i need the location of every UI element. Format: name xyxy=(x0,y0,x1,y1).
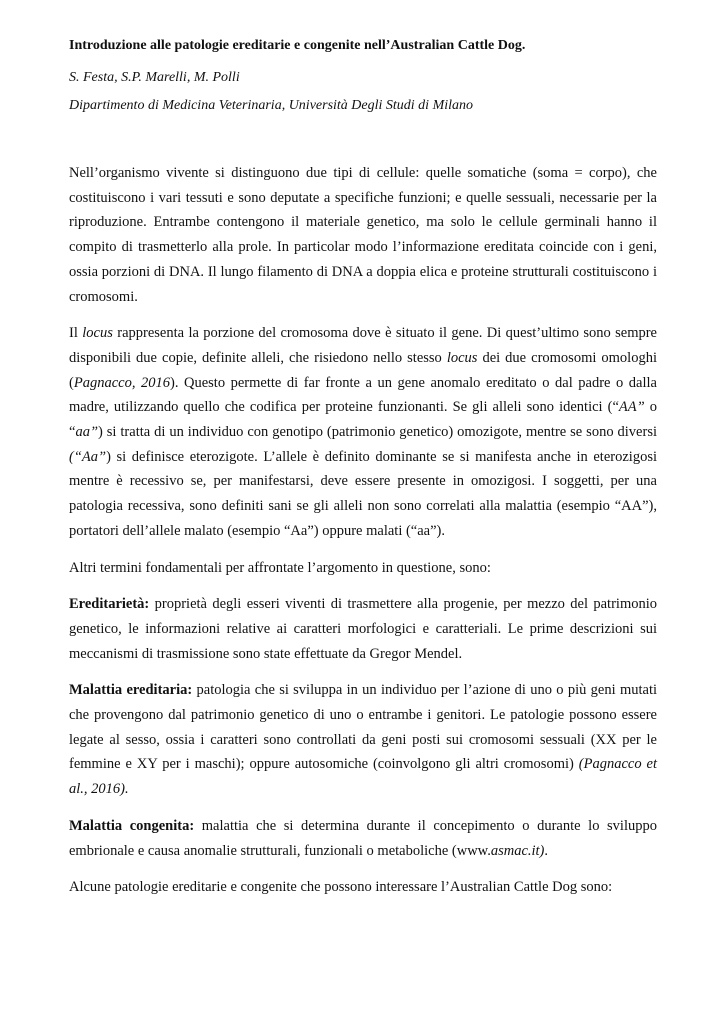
genotype-aa-lower: aa” xyxy=(75,424,99,441)
paragraph-locus xyxy=(69,321,657,543)
text-run: o “ xyxy=(69,399,658,441)
text-run: . xyxy=(544,842,549,859)
text-run: Il xyxy=(69,325,83,342)
paragraph-terms-intro: Altri termini fondamentali per affrontate l’argomento in questione, sono: xyxy=(69,559,491,576)
document-title: Introduzione alle patologie ereditarie e congenite nell’Australian Cattle Dog. xyxy=(69,38,526,53)
term-locus: locus xyxy=(82,325,113,342)
definition-text: proprietà degli esseri viventi di trasmettere alla progenie, per mezzo del patrimonio genetico, le informazioni relative ai caratteri morfologici e caratteriali. Le prime descrizioni sui meccanismi di trasmissione sono state effettuate da Gregor Mendel. xyxy=(69,596,657,662)
citation: Pagnacco, 2016 xyxy=(73,374,170,391)
affiliation-line: Dipartimento di Medicina Veterinaria, Università Degli Studi di Milano xyxy=(69,98,474,113)
term-ereditarieta: Ereditarietà: xyxy=(69,596,150,613)
document-page xyxy=(69,36,657,912)
genotype-aa-upper: AA” xyxy=(618,399,645,416)
paragraph-ereditarieta xyxy=(69,592,657,666)
paragraph-list-intro: Alcune patologie ereditarie e congenite che possono interessare l’Australian Cattle Dog sono: xyxy=(69,879,613,896)
genotype-aa-mixed: (“Aa” xyxy=(69,448,107,465)
term-locus: locus xyxy=(446,349,478,366)
citation: (Pagnacco et al., 2016). xyxy=(69,756,657,798)
paragraph-malattia-congenita xyxy=(69,814,657,863)
text-run: ) si definisce eterozigote. L’allele è definito dominante se si manifesta anche in eterozigosi mentre è recessivo se, per manifestarsi, deve essere presente in omozigosi. I soggetti, per una patologia recessiva, sono definiti sani se gli alleli non sono correlati alla malattia (esempio “AA”), portatori dell’allele malato (esempio “Aa”) oppure malati (“aa”). xyxy=(69,448,657,539)
definition-text: malattia che si determina durante il concepimento o durante lo sviluppo embrionale e causa anomalie strutturali, funzionali o metaboliche (www. xyxy=(69,817,657,859)
source-link[interactable]: asmac.it) xyxy=(490,842,545,859)
text-run: dei due cromosomi omologhi ( xyxy=(69,349,657,391)
text-run: rappresenta la porzione del cromosoma dove è situato il gene. Di quest’ultimo sono sempre disponibili due copie, definite alleli, che risiedono nello stesso xyxy=(69,325,657,366)
text-run: ) si tratta di un individuo con genotipo (patrimonio genetico) omozigote, mentre se sono diversi xyxy=(98,424,657,441)
paragraph-cells: Nell’organismo vivente si distinguono due tipi di cellule: quelle somatiche (soma = corpo), che costituiscono i vari tessuti e sono deputate a specifiche funzioni; e quelle sessuali, necessarie per la riproduzione. Entrambe contengono il materiale genetico, ma solo le cellule germinali hanno il compito di trasmetterlo alla prole. In particolar modo l’informazione ereditata coincide con i geni, ossia porzioni di DNA. Il lungo filamento di DNA a doppia elica e proteine strutturali costituiscono i cromosomi. xyxy=(69,165,657,305)
term-malattia-congenita: Malattia congenita: xyxy=(69,817,195,834)
definition-text: patologia che si sviluppa in un individuo per l’azione di uno o più geni mutati che provengono dal patrimonio genetico di uno o entrambe i genitori. Le patologie possono essere legate al sesso, ossia i caratteri sono controllati da geni posti sui cromosomi sessuali (XX per le femmine e XY per i maschi); oppure autosomiche (coinvolgono gli altri cromosomi) xyxy=(69,682,657,773)
paragraph-malattia-ereditaria xyxy=(69,678,657,802)
term-malattia-ereditaria: Malattia ereditaria: xyxy=(69,682,193,699)
text-run: ). Questo permette di far fronte a un gene anomalo ereditato o dal padre o dalla madre, utilizzando quello che codifica per proteine funzionanti. Se gli alleli sono identici (“ xyxy=(69,374,657,416)
authors-line: S. Festa, S.P. Marelli, M. Polli xyxy=(69,70,240,85)
document-body xyxy=(69,161,657,900)
